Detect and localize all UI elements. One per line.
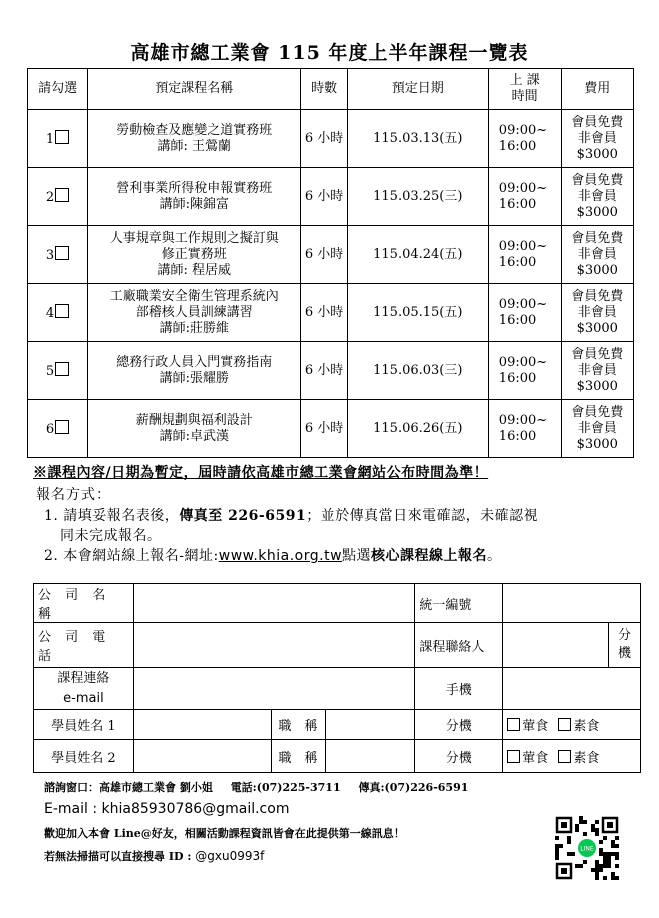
course-select xyxy=(28,110,88,168)
label-ext-2: 分機 xyxy=(415,740,503,773)
fee-member: 會員免費 xyxy=(571,404,624,420)
fee-nonmember: 非會員 xyxy=(577,420,617,436)
course-hours: 6 小時 xyxy=(301,110,347,168)
fee-nonmember: 非會員 xyxy=(577,246,617,262)
course-teacher: 講師: 程居威 xyxy=(157,262,232,278)
course-date: 115.06.26(五) xyxy=(347,400,488,458)
registration-item-2 xyxy=(44,545,502,565)
header-time xyxy=(488,69,561,110)
course-table-header xyxy=(28,69,634,110)
registration-item-1 xyxy=(44,505,538,525)
course-checkbox[interactable] xyxy=(55,304,69,318)
course-time-l2: 16:00 xyxy=(498,196,537,212)
course-name xyxy=(88,110,301,168)
fee-member: 會員免費 xyxy=(571,230,624,246)
label-ext: 分機 xyxy=(608,623,640,668)
course-checkbox[interactable] xyxy=(55,362,69,376)
label-contact-email xyxy=(34,668,134,710)
label-job-title-2: 職 稱 xyxy=(271,740,325,773)
registration-title: 報名方式： xyxy=(36,487,111,503)
reg1-a: 1. 請填妥報名表後， xyxy=(44,508,180,524)
course-name-l1: 勞動檢查及應變之道實務班 xyxy=(116,122,273,138)
course-checkbox[interactable] xyxy=(55,246,69,260)
veg-label-1: 素食 xyxy=(573,719,600,734)
veg-checkbox-2[interactable] xyxy=(558,750,571,763)
page-title: 高雄市總工業會 115 年度上半年課程一覽表 xyxy=(130,42,529,64)
course-time-l1: 09:00~ xyxy=(498,238,548,254)
header-fee: 費用 xyxy=(561,69,633,110)
contact-info xyxy=(44,779,468,795)
fee-nonmember: 非會員 xyxy=(577,362,617,378)
meal-choice-2 xyxy=(503,740,641,773)
veg-label-2: 素食 xyxy=(573,750,600,766)
course-name xyxy=(88,226,301,284)
fee-nonmember: 非會員 xyxy=(577,304,617,320)
course-hours: 6 小時 xyxy=(301,168,347,226)
reg2-b: 點選 xyxy=(342,548,372,564)
course-hours: 6 小時 xyxy=(301,226,347,284)
course-date: 115.06.03(三) xyxy=(347,342,488,400)
course-name-l2: 修正實務班 xyxy=(161,246,227,262)
course-date: 115.04.24(五) xyxy=(347,226,488,284)
line-id: @gxu0993f xyxy=(195,849,265,863)
course-time-l2: 16:00 xyxy=(498,428,537,444)
course-time-l1: 09:00~ xyxy=(498,296,548,312)
header-check: 請勾選 xyxy=(28,69,88,110)
label-ext-1: 分機 xyxy=(415,710,503,740)
course-time-l2: 16:00 xyxy=(498,138,537,154)
course-row xyxy=(28,284,634,342)
course-fee xyxy=(561,168,633,226)
course-time-l1: 09:00~ xyxy=(498,354,548,370)
reg1-fax: 傳真至 226-6591 xyxy=(179,508,307,524)
course-teacher: 講師:張耀勝 xyxy=(159,370,229,386)
course-hours: 6 小時 xyxy=(301,284,347,342)
course-number: 1 xyxy=(45,131,55,147)
company-name-input[interactable] xyxy=(133,584,414,623)
contact-person-input[interactable] xyxy=(503,623,609,668)
course-row xyxy=(28,226,634,284)
student-1-name-input[interactable] xyxy=(133,710,271,740)
course-teacher: 講師:莊勝維 xyxy=(159,320,229,336)
fee-member: 會員免費 xyxy=(571,288,624,304)
fee-member: 會員免費 xyxy=(571,172,624,188)
label-job-title-1: 職 稱 xyxy=(271,710,325,740)
contact-email-input[interactable] xyxy=(133,668,414,710)
course-checkbox[interactable] xyxy=(55,130,69,144)
course-checkbox[interactable] xyxy=(55,188,69,202)
course-name-l1: 人事規章與工作規則之擬訂與 xyxy=(109,230,279,246)
course-number: 5 xyxy=(45,363,55,379)
contact-phone: 電話:(07)225-3711 xyxy=(230,781,341,794)
course-select xyxy=(28,342,88,400)
course-time-l1: 09:00~ xyxy=(498,180,548,196)
line-message: 歡迎加入本會 Line@好友，相關活動課程資訊皆會在此提供第一線訊息！ xyxy=(44,827,405,840)
contact-email[interactable]: E-mail : khia85930786@gmail.com xyxy=(44,801,290,817)
course-hours: 6 小時 xyxy=(301,400,347,458)
course-name xyxy=(88,168,301,226)
qr-code-icon[interactable] xyxy=(555,816,619,880)
course-name-l2: 部稽核人員訓練講習 xyxy=(135,304,253,320)
label-company-name: 公 司 名 稱 xyxy=(34,584,134,623)
fee-price: $3000 xyxy=(576,378,618,394)
course-time xyxy=(488,342,561,400)
label-mobile: 手機 xyxy=(415,668,503,710)
course-number: 2 xyxy=(45,189,55,205)
course-time xyxy=(488,168,561,226)
meat-checkbox-1[interactable] xyxy=(507,718,520,731)
course-row xyxy=(28,400,634,458)
fee-price: $3000 xyxy=(576,204,618,220)
course-time-l2: 16:00 xyxy=(498,370,537,386)
course-fee xyxy=(561,110,633,168)
line-search-label: 若無法掃描可以直接搜尋 ID : xyxy=(44,850,192,863)
course-fee xyxy=(561,400,633,458)
course-name-l1: 工廠職業安全衛生管理系統內 xyxy=(109,288,279,304)
header-time-l1: 上 課 xyxy=(509,73,540,88)
registration-form xyxy=(33,583,641,773)
header-time-l2: 時間 xyxy=(511,89,538,104)
reg2-a: 2. 本會網站線上報名-網址: xyxy=(44,548,219,564)
course-number: 4 xyxy=(45,305,55,321)
course-teacher: 講師:陳錦富 xyxy=(159,196,229,212)
label-student-2: 學員姓名 2 xyxy=(34,740,134,773)
company-phone-input[interactable] xyxy=(133,623,414,668)
course-table xyxy=(27,68,634,458)
header-name: 預定課程名稱 xyxy=(88,69,301,110)
job-title-1-input[interactable] xyxy=(325,710,415,740)
meat-label-1: 葷食 xyxy=(522,719,549,734)
course-name xyxy=(88,342,301,400)
course-checkbox[interactable] xyxy=(55,420,69,434)
fee-member: 會員免費 xyxy=(571,346,624,362)
reg1-c: ；並於傳真當日來電確認，未確認視 xyxy=(306,508,539,524)
label-tax-id: 統一編號 xyxy=(415,584,503,623)
course-time-l2: 16:00 xyxy=(498,312,537,328)
course-time-l1: 09:00~ xyxy=(498,122,548,138)
course-row xyxy=(28,110,634,168)
header-hours: 時數 xyxy=(301,69,347,110)
fee-nonmember: 非會員 xyxy=(577,188,617,204)
course-date: 115.03.13(五) xyxy=(347,110,488,168)
header-date: 預定日期 xyxy=(347,69,488,110)
fee-member: 會員免費 xyxy=(571,114,624,130)
contact-fax: 傳真:(07)226-6591 xyxy=(358,781,469,794)
reg2-d: 。 xyxy=(487,548,502,564)
contact-email-l1: 課程連絡 xyxy=(57,670,110,686)
student-2-name-input[interactable] xyxy=(133,740,271,773)
course-fee xyxy=(561,342,633,400)
contact-email-l2: e-mail xyxy=(63,690,104,706)
course-row xyxy=(28,168,634,226)
fee-price: $3000 xyxy=(576,146,618,162)
course-name-l1: 營利事業所得稅申報實務班 xyxy=(116,180,273,196)
line-search xyxy=(44,848,264,864)
course-time xyxy=(488,400,561,458)
course-fee xyxy=(561,226,633,284)
job-title-2-input[interactable] xyxy=(325,740,415,773)
course-time-l1: 09:00~ xyxy=(498,412,548,428)
course-name xyxy=(88,284,301,342)
course-row xyxy=(28,342,634,400)
fee-nonmember: 非會員 xyxy=(577,130,617,146)
reg2-c: 核心課程線上報名 xyxy=(371,548,488,564)
fee-price: $3000 xyxy=(576,320,618,336)
fee-price: $3000 xyxy=(576,262,618,278)
course-name-l1: 總務行政人員入門實務指南 xyxy=(116,354,273,370)
course-select xyxy=(28,400,88,458)
course-select xyxy=(28,168,88,226)
mobile-input[interactable] xyxy=(503,668,641,710)
notice-text: ※課程內容/日期為暫定，屆時請依高雄市總工業會網站公布時間為準！ xyxy=(33,465,489,481)
line-logo-text: LINE xyxy=(580,845,594,853)
course-select xyxy=(28,284,88,342)
label-contact-person: 課程聯絡人 xyxy=(415,623,503,668)
fee-price: $3000 xyxy=(576,436,618,452)
course-teacher: 講師:卓武漢 xyxy=(159,428,229,444)
registration-item-1-cont: 同未完成報名。 xyxy=(60,528,162,544)
course-time xyxy=(488,110,561,168)
course-time xyxy=(488,226,561,284)
course-number: 6 xyxy=(45,421,55,437)
course-name xyxy=(88,400,301,458)
label-student-1: 學員姓名 1 xyxy=(34,710,134,740)
course-date: 115.03.25(三) xyxy=(347,168,488,226)
course-teacher: 講師: 王鶯蘭 xyxy=(157,138,232,154)
website-link[interactable]: www.khia.org.tw xyxy=(218,548,343,564)
veg-checkbox-1[interactable] xyxy=(558,718,571,731)
course-date: 115.05.15(五) xyxy=(347,284,488,342)
meat-checkbox-2[interactable] xyxy=(507,750,520,763)
course-number: 3 xyxy=(45,247,55,263)
course-hours: 6 小時 xyxy=(301,342,347,400)
course-time-l2: 16:00 xyxy=(498,254,537,270)
course-time xyxy=(488,284,561,342)
meal-choice-1 xyxy=(503,710,641,740)
course-name-l1: 薪酬規劃與福利設計 xyxy=(135,412,253,428)
course-fee xyxy=(561,284,633,342)
label-company-phone: 公 司 電 話 xyxy=(34,623,134,668)
contact-window: 諮詢窗口：高雄市總工業會 劉小姐 xyxy=(44,781,213,794)
course-select xyxy=(28,226,88,284)
meat-label-2: 葷食 xyxy=(522,750,549,766)
tax-id-input[interactable] xyxy=(503,584,641,623)
